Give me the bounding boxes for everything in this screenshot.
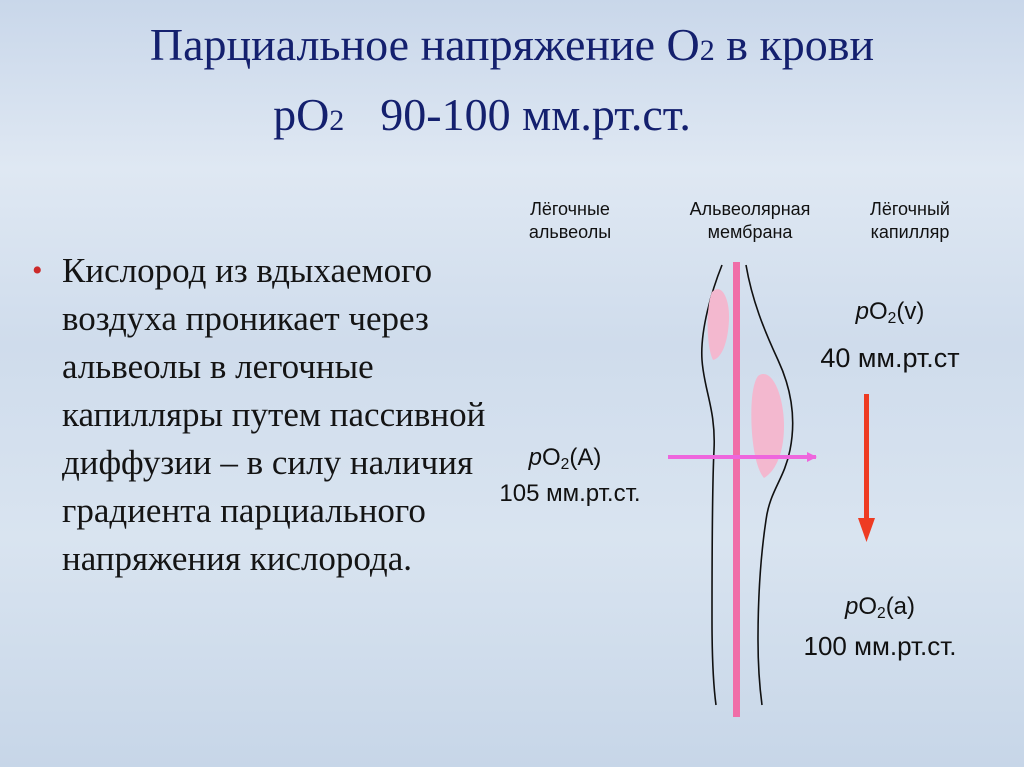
label-alveoli: Лёгочные альвеолы: [528, 199, 612, 242]
blood-flow-arrow-shaft: [864, 394, 869, 524]
title-line2-prefix: рО: [273, 89, 330, 140]
alveolar-po2-label: $pO_2(A)$: [528, 444, 602, 473]
arterial-po2-value: 100 мм.рт.ст.: [803, 631, 957, 661]
tissue-blob-lower: [751, 374, 784, 478]
title-line2-value: 90-100 мм.рт.ст.: [380, 89, 691, 140]
label-capillary: Лёгочный капилляр: [870, 199, 950, 242]
title-line1-subscript: 2: [699, 34, 715, 67]
bullet-icon: •: [32, 254, 43, 287]
tissue-blob-upper: [708, 289, 729, 360]
title-line1-tail: в крови: [714, 19, 875, 70]
alveolar-po2-value: 105 мм.рт.ст.: [499, 480, 641, 507]
blood-flow-arrow-head: [858, 518, 875, 542]
alveolar-membrane-line: [733, 262, 740, 717]
title-line1-main: Парциальное напряжение О: [149, 19, 700, 70]
venous-po2-label: $pO_2(v)$: [855, 298, 925, 327]
label-membrane: Альвеолярная мембрана: [689, 199, 811, 242]
venous-po2-value: 40 мм.рт.ст: [820, 343, 960, 373]
arterial-po2-label: $pO_2(a)$: [844, 593, 916, 622]
bullet-text: Кислород из вдыхаемого воздуха проникает через альвеолы в легочные капилляры путем пассивной диффузии – в силу наличия градиента парциального напряжения кислорода.: [62, 251, 486, 578]
title-line2-subscript: 2: [329, 104, 345, 137]
